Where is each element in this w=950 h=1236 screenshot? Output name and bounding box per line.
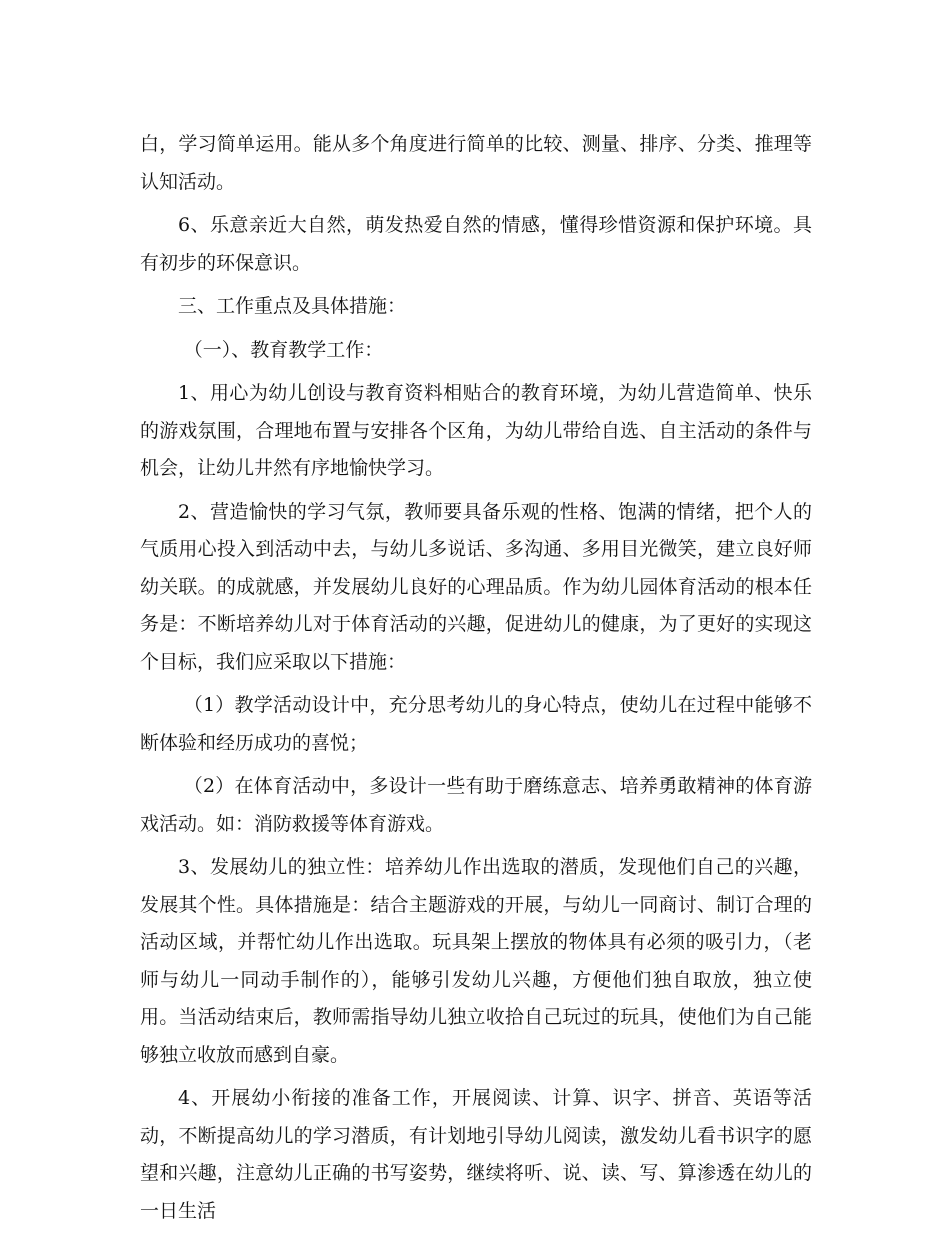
paragraph-measure-4: 4、开展幼小衔接的准备工作，开展阅读、计算、识字、拼音、英语等活动，不断提高幼儿的学习潜质，有计划地引导幼儿阅读，激发幼儿看书识字的愿望和兴趣，注意幼儿正确的书写姿势，继续将听、说、读、写、算渗透在幼儿的一日生活	[140, 1087, 812, 1222]
paragraph-sub-measure-2: （2）在体育活动中，多设计一些有助于磨练意志、培养勇敢精神的体育游戏活动。如：消防救援等体育游戏。	[140, 775, 812, 835]
document-body	[140, 126, 812, 1236]
subsection-heading-1: （一）、教育教学工作：	[183, 338, 384, 361]
paragraph-sub-measure-1: （1）教学活动设计中，充分思考幼儿的身心特点，使幼儿在过程中能够不断体验和经历成功的喜悦；	[140, 694, 812, 754]
paragraph-measure-2: 2、营造愉快的学习气氛，教师要具备乐观的性格、饱满的情绪，把个人的气质用心投入到活动中去，与幼儿多说话、多沟通、多用目光微笑，建立良好师幼关联。的成就感，并发展幼儿良好的心理品质。作为幼儿园体育活动的根本任务是：不断培养幼儿对于体育活动的兴趣，促进幼儿的健康，为了更好的实现这个目标，我们应采取以下措施：	[140, 500, 812, 673]
paragraph-continuation: 白，学习简单运用。能从多个角度进行简单的比较、测量、排序、分类、推理等认知活动。	[140, 133, 812, 193]
paragraph-goal-6: 6、乐意亲近大自然，萌发热爱自然的情感，懂得珍惜资源和保护环境。具有初步的环保意识。	[140, 214, 812, 274]
paragraph-measure-3: 3、发展幼儿的独立性：培养幼儿作出选取的潜质，发现他们自己的兴趣，发展其个性。具体措施是：结合主题游戏的开展，与幼儿一同商讨、制订合理的活动区域，并帮忙幼儿作出选取。玩具架上摆放的物体具有必须的吸引力，（老师与幼儿一同动手制作的），能够引发幼儿兴趣，方便他们独自取放，独立使用。当活动结束后，教师需指导幼儿独立收拾自己玩过的玩具，使他们为自己能够独立收放而感到自豪。	[140, 856, 812, 1066]
section-heading-3: 三、工作重点及具体措施：	[178, 295, 407, 317]
paragraph-measure-1: 1、用心为幼儿创设与教育资料相贴合的教育环境，为幼儿营造简单、快乐的游戏氛围，合理地布置与安排各个区角，为幼儿带给自选、自主活动的条件与机会，让幼儿井然有序地愉快学习。	[140, 382, 812, 479]
